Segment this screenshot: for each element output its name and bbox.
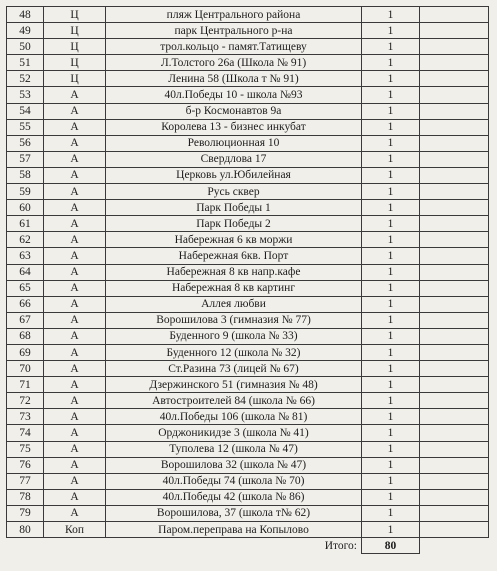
row-type-cell: А — [44, 184, 106, 200]
row-place-cell: Русь сквер — [106, 184, 362, 200]
table-row — [7, 312, 489, 328]
table-row — [7, 39, 489, 55]
table-row — [7, 344, 489, 360]
table-row — [7, 505, 489, 521]
row-count-cell: 1 — [362, 135, 420, 151]
row-type-cell: А — [44, 505, 106, 521]
total-row — [7, 538, 489, 554]
row-type-cell: Ц — [44, 55, 106, 71]
row-place-cell: Орджоникидзе 3 (школа № 41) — [106, 425, 362, 441]
row-number-cell: 75 — [7, 441, 44, 457]
row-type-cell: А — [44, 280, 106, 296]
row-number-cell: 52 — [7, 71, 44, 87]
table-row — [7, 23, 489, 39]
row-type-cell: А — [44, 344, 106, 360]
table-row — [7, 425, 489, 441]
table-row — [7, 361, 489, 377]
row-empty-cell — [420, 409, 489, 425]
row-number-cell: 72 — [7, 393, 44, 409]
row-type-cell: А — [44, 119, 106, 135]
row-empty-cell — [420, 216, 489, 232]
table-row — [7, 522, 489, 538]
row-number-cell: 51 — [7, 55, 44, 71]
row-count-cell: 1 — [362, 393, 420, 409]
table-row — [7, 55, 489, 71]
row-number-cell: 73 — [7, 409, 44, 425]
row-place-cell: Свердлова 17 — [106, 151, 362, 167]
table-row — [7, 393, 489, 409]
row-place-cell: Ленина 58 (Школа т № 91) — [106, 71, 362, 87]
row-number-cell: 80 — [7, 522, 44, 538]
row-place-cell: Набережная 6кв. Порт — [106, 248, 362, 264]
row-empty-cell — [420, 232, 489, 248]
row-place-cell: Паром.переправа на Копылово — [106, 522, 362, 538]
row-number-cell: 58 — [7, 167, 44, 183]
table-row — [7, 103, 489, 119]
row-place-cell: Л.Толстого 26а (Школа № 91) — [106, 55, 362, 71]
row-type-cell: А — [44, 216, 106, 232]
row-count-cell: 1 — [362, 232, 420, 248]
row-empty-cell — [420, 425, 489, 441]
row-number-cell: 55 — [7, 119, 44, 135]
row-place-cell: 40л.Победы 106 (школа № 81) — [106, 409, 362, 425]
table-row — [7, 135, 489, 151]
row-place-cell: Ворошилова, 37 (школа т№ 62) — [106, 505, 362, 521]
row-place-cell: Королева 13 - бизнес инкубат — [106, 119, 362, 135]
table-row — [7, 7, 489, 23]
row-number-cell: 70 — [7, 361, 44, 377]
row-empty-cell — [420, 393, 489, 409]
table-row — [7, 280, 489, 296]
row-empty-cell — [420, 312, 489, 328]
row-number-cell: 57 — [7, 151, 44, 167]
row-type-cell: А — [44, 328, 106, 344]
row-empty-cell — [420, 23, 489, 39]
row-count-cell: 1 — [362, 264, 420, 280]
row-empty-cell — [420, 522, 489, 538]
row-empty-cell — [420, 167, 489, 183]
row-place-cell: Ворошилова 3 (гимназия № 77) — [106, 312, 362, 328]
row-count-cell: 1 — [362, 23, 420, 39]
row-number-cell: 62 — [7, 232, 44, 248]
row-empty-cell — [420, 248, 489, 264]
row-number-cell: 66 — [7, 296, 44, 312]
table-row — [7, 151, 489, 167]
row-place-cell: Туполева 12 (школа № 47) — [106, 441, 362, 457]
row-type-cell: А — [44, 296, 106, 312]
row-count-cell: 1 — [362, 7, 420, 23]
row-count-cell: 1 — [362, 167, 420, 183]
row-empty-cell — [420, 7, 489, 23]
row-place-cell: Ворошилова 32 (школа № 47) — [106, 457, 362, 473]
row-number-cell: 76 — [7, 457, 44, 473]
row-type-cell: А — [44, 425, 106, 441]
row-count-cell: 1 — [362, 87, 420, 103]
row-type-cell: А — [44, 232, 106, 248]
table-row — [7, 119, 489, 135]
row-place-cell: Набережная 6 кв моржи — [106, 232, 362, 248]
row-count-cell: 1 — [362, 280, 420, 296]
row-type-cell: А — [44, 489, 106, 505]
row-place-cell: Набережная 8 кв картинг — [106, 280, 362, 296]
row-number-cell: 68 — [7, 328, 44, 344]
row-count-cell: 1 — [362, 248, 420, 264]
table-row — [7, 71, 489, 87]
row-type-cell: А — [44, 264, 106, 280]
row-count-cell: 1 — [362, 39, 420, 55]
row-number-cell: 56 — [7, 135, 44, 151]
row-count-cell: 1 — [362, 522, 420, 538]
row-place-cell: Набережная 8 кв напр.кафе — [106, 264, 362, 280]
row-count-cell: 1 — [362, 71, 420, 87]
row-empty-cell — [420, 200, 489, 216]
table-body — [7, 7, 489, 538]
locations-table — [6, 6, 489, 554]
row-count-cell: 1 — [362, 457, 420, 473]
row-count-cell: 1 — [362, 441, 420, 457]
row-place-cell: Автостроителей 84 (школа № 66) — [106, 393, 362, 409]
row-type-cell: Ц — [44, 7, 106, 23]
table-row — [7, 184, 489, 200]
row-empty-cell — [420, 55, 489, 71]
row-count-cell: 1 — [362, 103, 420, 119]
row-empty-cell — [420, 264, 489, 280]
row-type-cell: А — [44, 361, 106, 377]
row-type-cell: Ц — [44, 39, 106, 55]
row-empty-cell — [420, 489, 489, 505]
row-count-cell: 1 — [362, 55, 420, 71]
row-type-cell: А — [44, 103, 106, 119]
row-place-cell: трол.кольцо - памят.Татищеву — [106, 39, 362, 55]
table-row — [7, 473, 489, 489]
row-empty-cell — [420, 328, 489, 344]
row-number-cell: 65 — [7, 280, 44, 296]
row-number-cell: 77 — [7, 473, 44, 489]
row-empty-cell — [420, 151, 489, 167]
row-count-cell: 1 — [362, 505, 420, 521]
row-place-cell: Парк Победы 2 — [106, 216, 362, 232]
row-count-cell: 1 — [362, 312, 420, 328]
row-number-cell: 54 — [7, 103, 44, 119]
row-count-cell: 1 — [362, 200, 420, 216]
row-count-cell: 1 — [362, 489, 420, 505]
row-number-cell: 69 — [7, 344, 44, 360]
table-row — [7, 248, 489, 264]
row-type-cell: А — [44, 200, 106, 216]
table-row — [7, 328, 489, 344]
table-row — [7, 441, 489, 457]
row-place-cell: б-р Космонавтов 9а — [106, 103, 362, 119]
row-count-cell: 1 — [362, 296, 420, 312]
row-type-cell: А — [44, 312, 106, 328]
table-row — [7, 457, 489, 473]
row-empty-cell — [420, 103, 489, 119]
table-row — [7, 200, 489, 216]
row-type-cell: А — [44, 377, 106, 393]
row-number-cell: 60 — [7, 200, 44, 216]
row-number-cell: 78 — [7, 489, 44, 505]
row-count-cell: 1 — [362, 377, 420, 393]
row-type-cell: А — [44, 248, 106, 264]
row-type-cell: А — [44, 167, 106, 183]
row-place-cell: Революционная 10 — [106, 135, 362, 151]
row-empty-cell — [420, 280, 489, 296]
row-type-cell: А — [44, 87, 106, 103]
row-count-cell: 1 — [362, 151, 420, 167]
row-empty-cell — [420, 296, 489, 312]
row-type-cell: А — [44, 473, 106, 489]
row-type-cell: А — [44, 441, 106, 457]
row-type-cell: А — [44, 393, 106, 409]
row-place-cell: Церковь ул.Юбилейная — [106, 167, 362, 183]
row-number-cell: 53 — [7, 87, 44, 103]
row-place-cell: Буденного 9 (школа № 33) — [106, 328, 362, 344]
row-type-cell: Коп — [44, 522, 106, 538]
row-place-cell: парк Центрального р-на — [106, 23, 362, 39]
row-place-cell: Ст.Разина 73 (лицей № 67) — [106, 361, 362, 377]
row-place-cell: Аллея любви — [106, 296, 362, 312]
row-number-cell: 59 — [7, 184, 44, 200]
row-number-cell: 74 — [7, 425, 44, 441]
table-row — [7, 232, 489, 248]
row-place-cell: 40л.Победы 74 (школа № 70) — [106, 473, 362, 489]
row-count-cell: 1 — [362, 184, 420, 200]
row-number-cell: 64 — [7, 264, 44, 280]
row-count-cell: 1 — [362, 409, 420, 425]
row-type-cell: Ц — [44, 23, 106, 39]
row-place-cell: 40л.Победы 10 - школа №93 — [106, 87, 362, 103]
row-count-cell: 1 — [362, 425, 420, 441]
row-place-cell: Парк Победы 1 — [106, 200, 362, 216]
row-number-cell: 61 — [7, 216, 44, 232]
row-empty-cell — [420, 184, 489, 200]
row-number-cell: 48 — [7, 7, 44, 23]
row-place-cell: Буденного 12 (школа № 32) — [106, 344, 362, 360]
row-type-cell: А — [44, 135, 106, 151]
row-place-cell: 40л.Победы 42 (школа № 86) — [106, 489, 362, 505]
table-row — [7, 409, 489, 425]
row-type-cell: А — [44, 151, 106, 167]
row-empty-cell — [420, 377, 489, 393]
row-empty-cell — [420, 87, 489, 103]
row-number-cell: 67 — [7, 312, 44, 328]
row-count-cell: 1 — [362, 328, 420, 344]
row-empty-cell — [420, 135, 489, 151]
total-label: Итого: — [324, 539, 357, 552]
row-number-cell: 49 — [7, 23, 44, 39]
table-row — [7, 87, 489, 103]
row-number-cell: 63 — [7, 248, 44, 264]
row-count-cell: 1 — [362, 361, 420, 377]
row-number-cell: 50 — [7, 39, 44, 55]
row-count-cell: 1 — [362, 344, 420, 360]
row-type-cell: А — [44, 409, 106, 425]
table-row — [7, 489, 489, 505]
row-empty-cell — [420, 361, 489, 377]
row-empty-cell — [420, 473, 489, 489]
row-type-cell: Ц — [44, 71, 106, 87]
row-empty-cell — [420, 71, 489, 87]
total-value: 80 — [362, 538, 420, 554]
row-place-cell: Дзержинского 51 (гимназия № 48) — [106, 377, 362, 393]
row-type-cell: А — [44, 457, 106, 473]
table-row — [7, 377, 489, 393]
table-row — [7, 296, 489, 312]
row-empty-cell — [420, 505, 489, 521]
row-count-cell: 1 — [362, 216, 420, 232]
row-count-cell: 1 — [362, 473, 420, 489]
row-empty-cell — [420, 441, 489, 457]
row-empty-cell — [420, 457, 489, 473]
row-count-cell: 1 — [362, 119, 420, 135]
table-row — [7, 167, 489, 183]
row-empty-cell — [420, 119, 489, 135]
row-number-cell: 79 — [7, 505, 44, 521]
row-number-cell: 71 — [7, 377, 44, 393]
row-empty-cell — [420, 39, 489, 55]
table-row — [7, 264, 489, 280]
row-empty-cell — [420, 344, 489, 360]
table-row — [7, 216, 489, 232]
row-place-cell: пляж Центрального района — [106, 7, 362, 23]
